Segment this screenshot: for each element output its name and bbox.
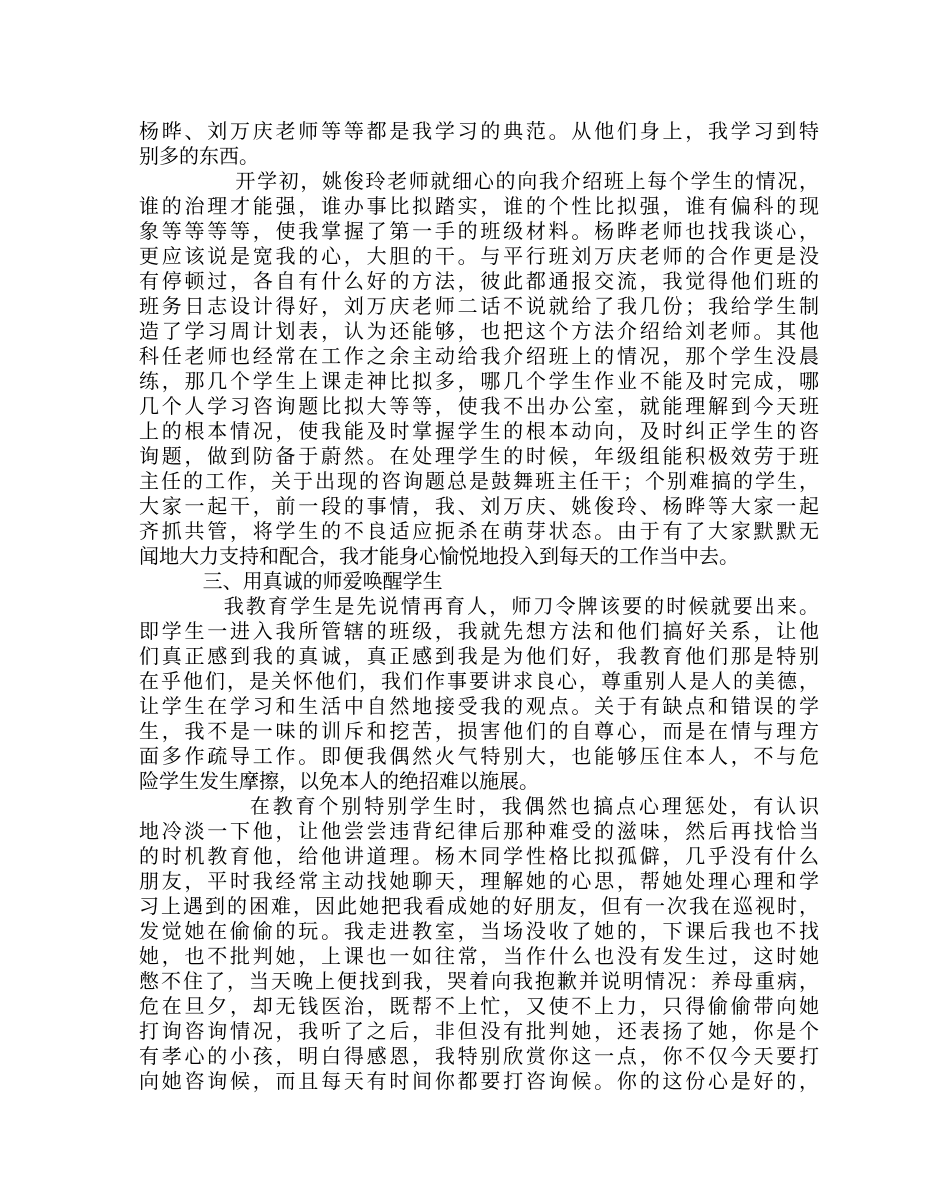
text-line: 有停顿过，各自有什么好的方法，彼此都通报交流，我觉得他们班的 <box>139 269 819 293</box>
text-line: 危在旦夕，却无钱医治，既帮不上忙，又使不上力，只得偷偷带向她 <box>139 994 819 1018</box>
text-line: 让学生在学习和生活中自然地接受我的观点。关于有缺点和错误的学 <box>139 694 819 718</box>
text-line: 的时机教育他，给他讲道理。杨木同学性格比拟孤僻，几乎没有什么 <box>139 844 819 868</box>
text-line: 闻地大力支持和配合，我才能身心愉悦地投入到每天的工作当中去。 <box>139 544 739 568</box>
text-line: 们真正感到我的真诚，真正感到我是为他们好，我教育他们那是特别 <box>139 644 819 668</box>
text-line: 在教育个别特别学生时，我偶然也搞点心理惩处，有认识 <box>139 794 819 818</box>
text-line: 即学生一进入我所管辖的班级，我就先想方法和他们搞好关系，让他 <box>139 619 819 643</box>
text-line: 更应该说是宽我的心，大胆的干。与平行班刘万庆老师的合作更是没 <box>139 244 819 268</box>
text-line: 生，我不是一味的训斥和挖苦，损害他们的自尊心，而是在情与理方 <box>139 719 819 743</box>
text-line: 练，那几个学生上课走神比拟多，哪几个学生作业不能及时完成，哪 <box>139 369 819 393</box>
text-line: 大家一起干，前一段的事情，我、刘万庆、姚俊玲、杨晔等大家一起 <box>139 494 819 518</box>
text-line: 科任老师也经常在工作之余主动给我介绍班上的情况，那个学生没晨 <box>139 344 819 368</box>
document-body <box>139 119 819 1094</box>
text-line: 班务日志设计得好，刘万庆老师二话不说就给了我几份；我给学生制 <box>139 294 819 318</box>
text-line: 我教育学生是先说情再育人，师刀令牌该要的时候就要出来。 <box>139 594 819 618</box>
text-line: 谁的治理才能强，谁办事比拟踏实，谁的个性比拟强，谁有偏科的现 <box>139 194 819 218</box>
text-line: 她，也不批判她，上课也一如往常，当作什么也没有发生过，这时她 <box>139 944 819 968</box>
text-line: 齐抓共管，将学生的不良适应扼杀在萌芽状态。由于有了大家默默无 <box>139 519 819 543</box>
section-heading: 三、用真诚的师爱唤醒学生 <box>139 569 443 593</box>
text-line: 在乎他们，是关怀他们，我们作事要讲求良心，尊重别人是人的美德， <box>139 669 819 693</box>
text-line: 有孝心的小孩，明白得感恩，我特别欣赏你这一点，你不仅今天要打 <box>139 1044 819 1068</box>
text-line: 询题，做到防备于蔚然。在处理学生的时候，年级组能积极效劳于班 <box>139 444 819 468</box>
text-line: 地冷淡一下他，让他尝尝违背纪律后那种难受的滋味，然后再找恰当 <box>139 819 819 843</box>
text-line: 打询咨询情况，我听了之后，非但没有批判她，还表扬了她，你是个 <box>139 1019 819 1043</box>
text-line: 习上遇到的困难，因此她把我看成她的好朋友，但有一次我在巡视时， <box>139 894 819 918</box>
text-line: 几个人学习咨询题比拟大等等，使我不出办公室，就能理解到今天班 <box>139 394 819 418</box>
text-line: 发觉她在偷偷的玩。我走进教室，当场没收了她的，下课后我也不找 <box>139 919 819 943</box>
text-line: 面多作疏导工作。即便我偶然火气特别大，也能够压住本人，不与危 <box>139 744 819 768</box>
text-line: 主任的工作，关于出现的咨询题总是鼓舞班主任干；个别难搞的学生， <box>139 469 819 493</box>
text-line: 憋不住了，当天晚上便找到我，哭着向我抱歉并说明情况：养母重病， <box>139 969 819 993</box>
text-line: 上的根本情况，使我能及时掌握学生的根本动向，及时纠正学生的咨 <box>139 419 819 443</box>
text-line: 杨晔、刘万庆老师等等都是我学习的典范。从他们身上，我学习到特 <box>139 119 819 143</box>
text-line: 开学初，姚俊玲老师就细心的向我介绍班上每个学生的情况， <box>139 169 819 193</box>
text-line: 象等等等等，使我掌握了第一手的班级材料。杨晔老师也找我谈心， <box>139 219 819 243</box>
text-line: 朋友，平时我经常主动找她聊天，理解她的心思，帮她处理心理和学 <box>139 869 819 893</box>
text-line: 向她咨询候，而且每天有时间你都要打咨询候。你的这份心是好的， <box>139 1069 819 1093</box>
text-line: 造了学习周计划表，认为还能够，也把这个方法介绍给刘老师。其他 <box>139 319 819 343</box>
text-line: 别多的东西。 <box>139 144 259 168</box>
text-line: 险学生发生摩擦，以免本人的绝招难以施展。 <box>139 769 539 793</box>
